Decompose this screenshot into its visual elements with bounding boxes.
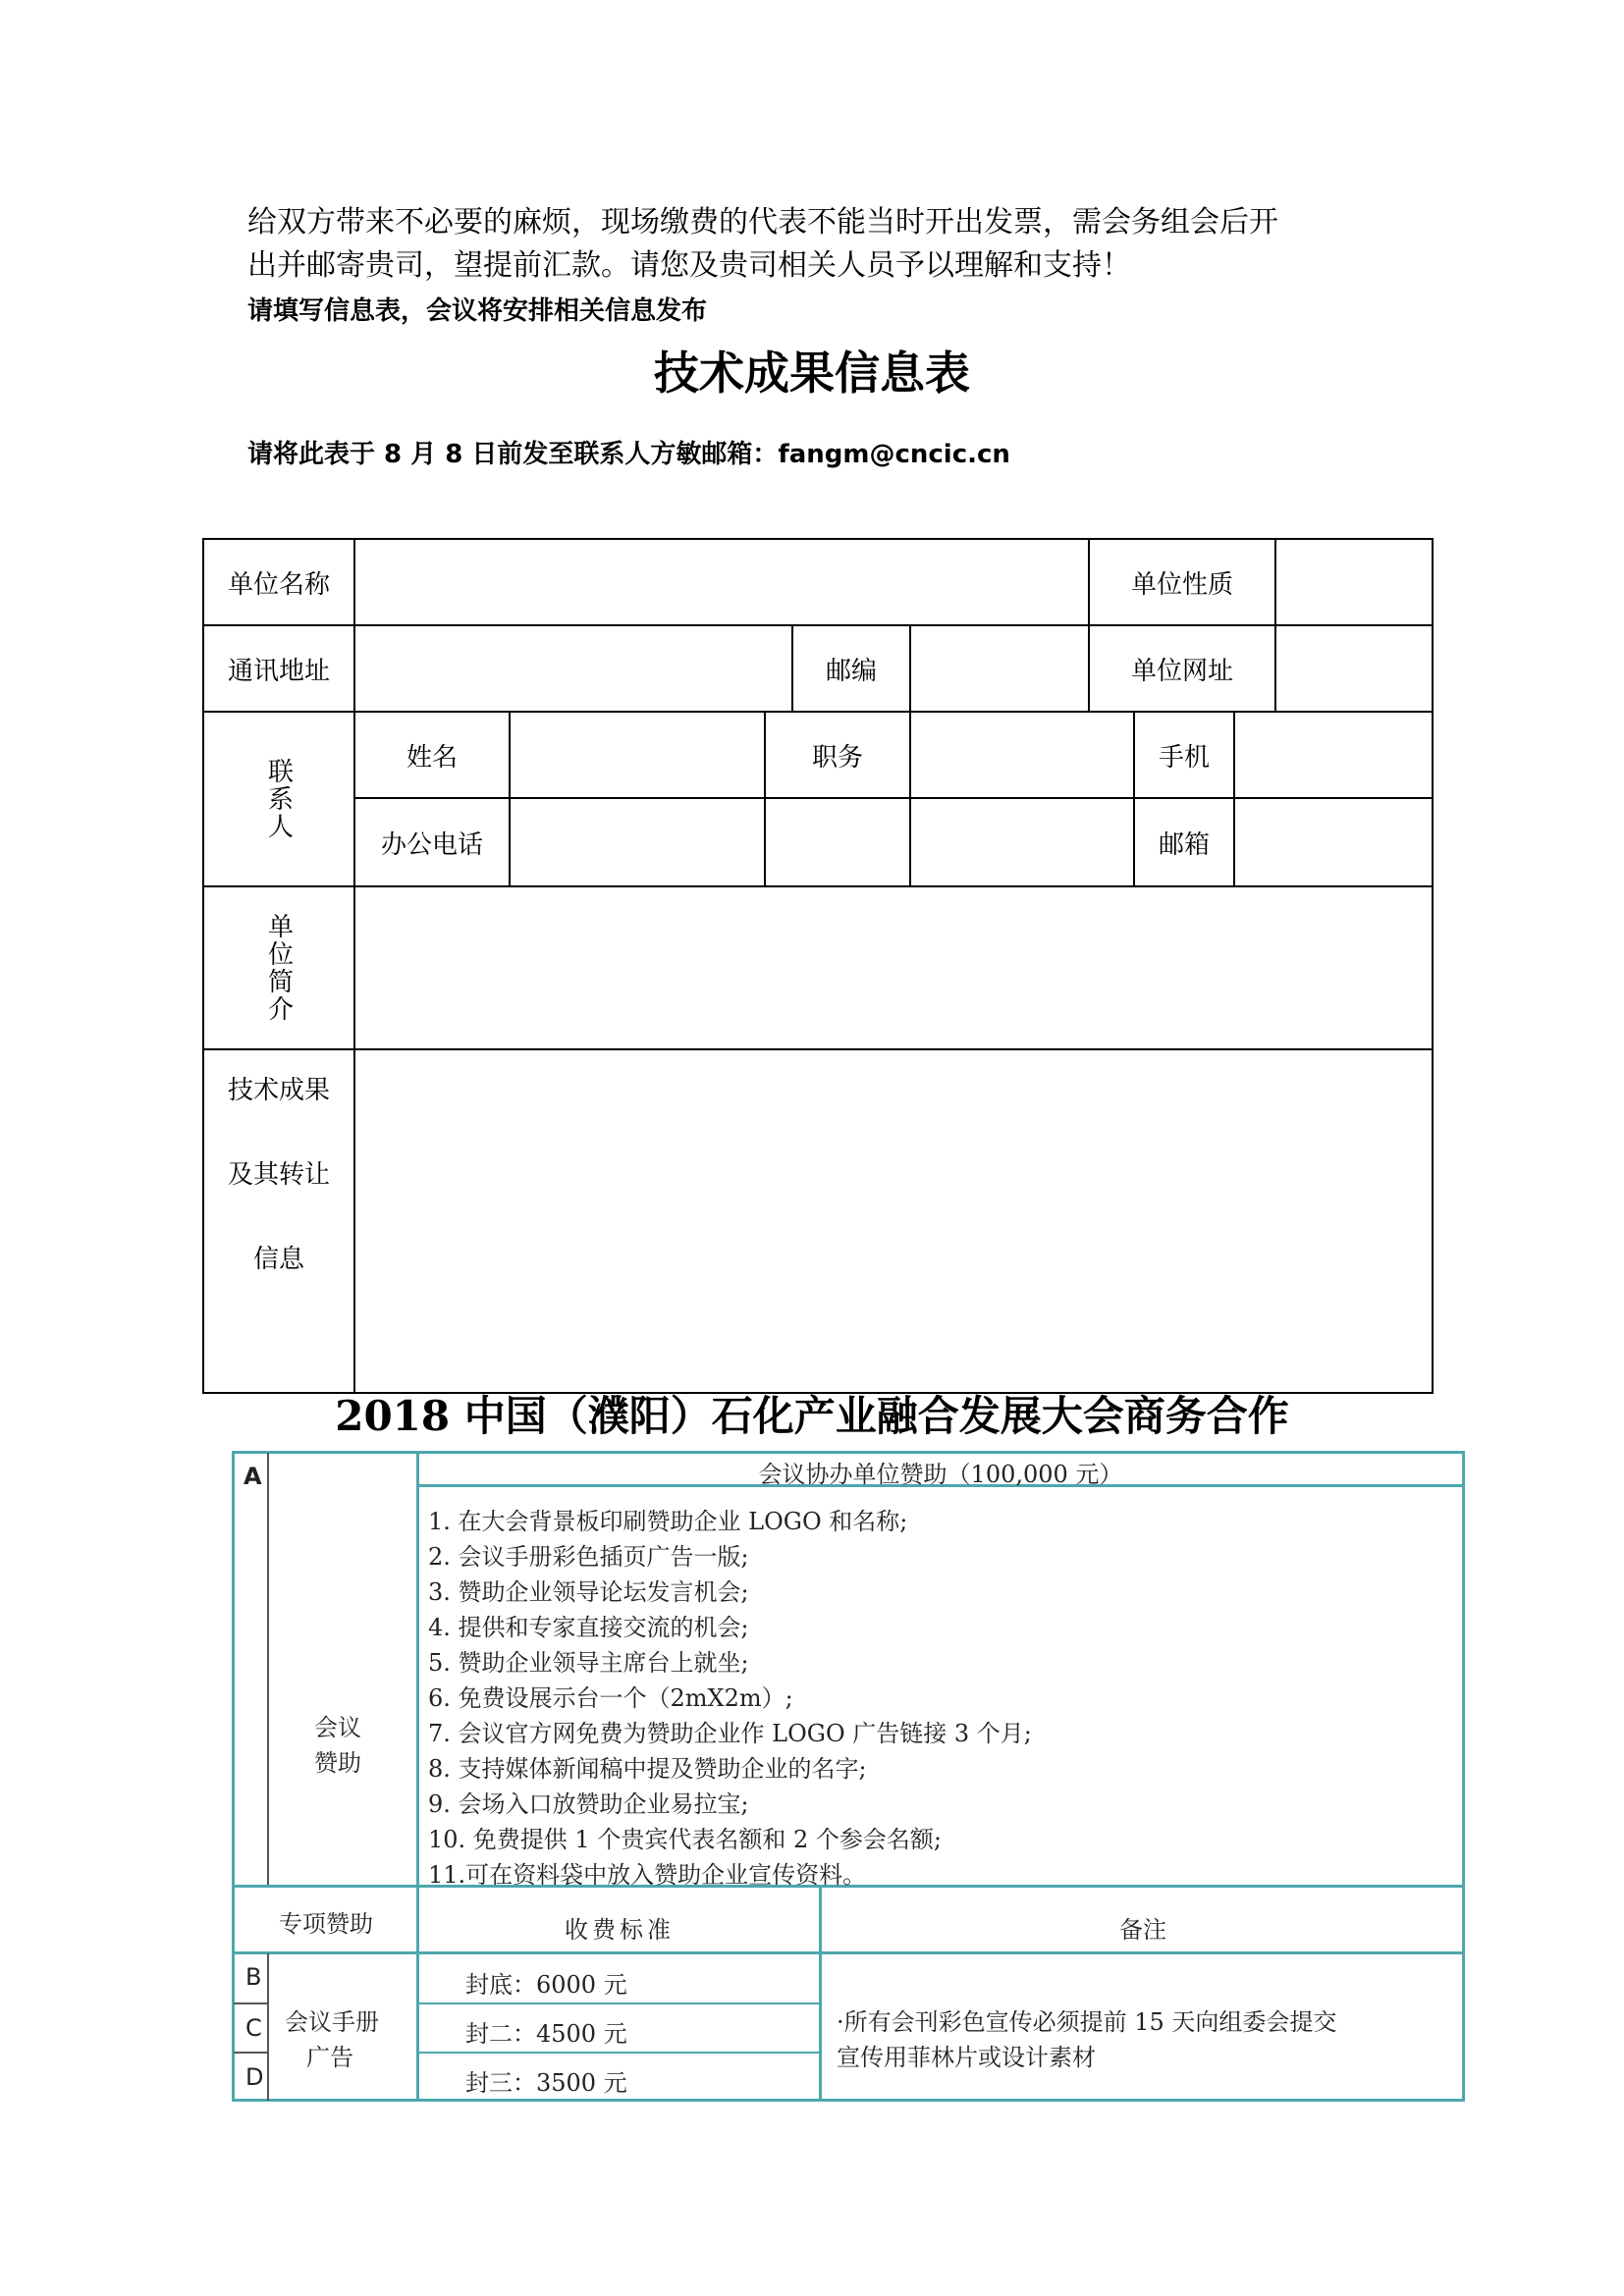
fee-cover-3: 封三：3500 元 bbox=[465, 2069, 627, 2097]
label-mobile: 手机 bbox=[1158, 742, 1210, 773]
remark-line-1: ·所有会刊彩色宣传必须提前 15 天向组委会提交 bbox=[837, 2008, 1337, 2036]
label-position: 职务 bbox=[811, 742, 863, 773]
deadline-note: 请将此表于 8 月 8 日前发至联系人方敏邮箱：fangm@cncic.cn bbox=[247, 440, 1010, 469]
benefit-item: 5. 赞助企业领导主席台上就坐; bbox=[428, 1649, 749, 1677]
benefit-item: 2. 会议手册彩色插页广告一版; bbox=[428, 1543, 749, 1571]
label-tech-1: 技术成果 bbox=[227, 1075, 330, 1105]
manual-label-2: 广告 bbox=[306, 2044, 353, 2071]
row-a-header: 会议协办单位赞助（100,000 元） bbox=[758, 1461, 1123, 1488]
fee-header: 收费标准 bbox=[565, 1916, 675, 1944]
benefit-item: 8. 支持媒体新闻稿中提及赞助企业的名字; bbox=[428, 1755, 867, 1783]
benefit-item: 7. 会议官方网免费为赞助企业作 LOGO 广告链接 3 个月; bbox=[428, 1720, 1032, 1747]
label-website: 单位网址 bbox=[1130, 656, 1233, 686]
remark-header: 备注 bbox=[1119, 1916, 1166, 1944]
benefit-item: 4. 提供和专家直接交流的机会; bbox=[428, 1614, 749, 1641]
label-email: 邮箱 bbox=[1158, 829, 1210, 860]
label-unit-nature: 单位性质 bbox=[1130, 569, 1233, 600]
label-contact: 联系人 bbox=[263, 758, 294, 840]
row-a-label-1: 会议 bbox=[314, 1714, 361, 1741]
benefit-item: 10. 免费提供 1 个贵宾代表名额和 2 个参会名额; bbox=[428, 1826, 942, 1853]
special-label: 专项赞助 bbox=[279, 1910, 373, 1938]
benefit-item: 9. 会场入口放赞助企业易拉宝; bbox=[428, 1790, 749, 1818]
label-office-phone: 办公电话 bbox=[380, 829, 483, 860]
label-address: 通讯地址 bbox=[227, 656, 330, 686]
intro-line-2: 出并邮寄贵司，望提前汇款。请您及贵司相关人员予以理解和支持！ bbox=[247, 248, 1131, 283]
fee-cover-2: 封二：4500 元 bbox=[465, 2020, 627, 2048]
remark-line-2: 宣传用菲林片或设计素材 bbox=[837, 2044, 1096, 2071]
fee-back-cover: 封底：6000 元 bbox=[465, 1971, 627, 1999]
benefit-item: 11.可在资料袋中放入赞助企业宣传资料。 bbox=[428, 1861, 867, 1889]
label-unit-intro: 单位简介 bbox=[263, 913, 294, 1023]
bold-note: 请填写信息表，会议将安排相关信息发布 bbox=[247, 296, 708, 326]
row-b-letter: B bbox=[245, 1963, 262, 1991]
label-unit-name: 单位名称 bbox=[227, 569, 330, 600]
benefit-item: 3. 赞助企业领导论坛发言机会; bbox=[428, 1578, 749, 1606]
benefit-item: 6. 免费设展示台一个（2mX2m）; bbox=[428, 1684, 793, 1712]
label-postcode: 邮编 bbox=[825, 656, 877, 686]
sponsor-title: 2018 中国（濮阳）石化产业融合发展大会商务合作 bbox=[335, 1392, 1289, 1440]
manual-label-1: 会议手册 bbox=[285, 2008, 379, 2036]
label-name: 姓名 bbox=[406, 742, 458, 773]
form-title: 技术成果信息表 bbox=[654, 347, 970, 400]
row-a-label-2: 赞助 bbox=[314, 1749, 361, 1777]
benefit-item: 1. 在大会背景板印刷赞助企业 LOGO 和名称; bbox=[428, 1508, 908, 1535]
label-tech-3: 信息 bbox=[252, 1244, 304, 1274]
row-d-letter: D bbox=[245, 2063, 264, 2091]
intro-line-1: 给双方带来不必要的麻烦，现场缴费的代表不能当时开出发票，需会务组会后开 bbox=[247, 205, 1278, 240]
row-c-letter: C bbox=[245, 2014, 262, 2042]
row-a-letter: A bbox=[244, 1463, 262, 1490]
label-tech-2: 及其转让 bbox=[227, 1159, 330, 1190]
